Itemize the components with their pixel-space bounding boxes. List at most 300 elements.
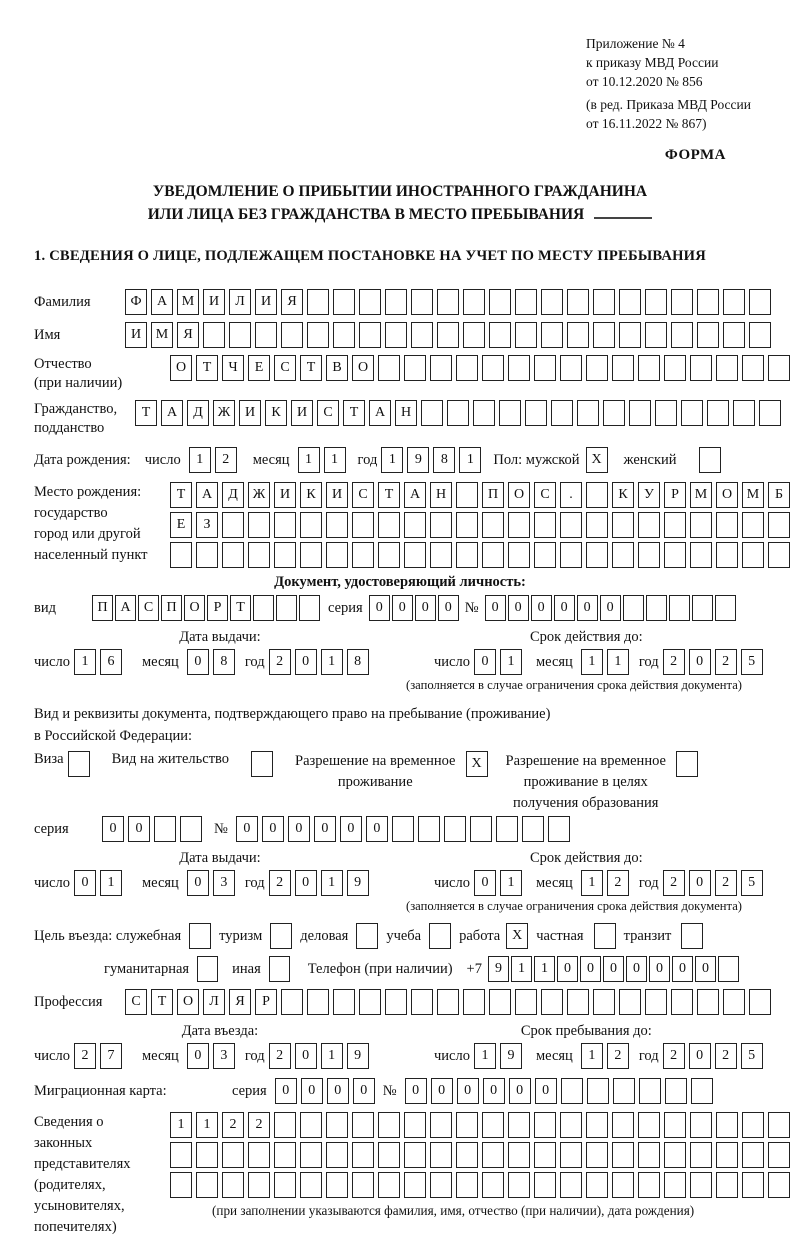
char-box[interactable] (385, 322, 407, 348)
char-box[interactable] (690, 512, 712, 538)
char-box[interactable] (307, 322, 329, 348)
char-box[interactable]: 8 (433, 447, 455, 473)
char-box[interactable] (699, 447, 721, 473)
char-box[interactable]: К (612, 482, 634, 508)
char-box[interactable] (421, 400, 443, 426)
char-box[interactable]: 2 (248, 1112, 270, 1138)
char-box[interactable] (692, 595, 713, 621)
char-box[interactable]: Р (664, 482, 686, 508)
char-box[interactable]: Т (343, 400, 365, 426)
char-box[interactable]: П (482, 482, 504, 508)
char-box[interactable]: 0 (295, 870, 317, 896)
char-box[interactable]: 0 (262, 816, 284, 842)
char-box[interactable]: М (690, 482, 712, 508)
char-box[interactable] (716, 1142, 738, 1168)
char-box[interactable]: И (125, 322, 147, 348)
char-box[interactable]: 1 (321, 649, 343, 675)
char-box[interactable]: А (115, 595, 136, 621)
char-box[interactable]: 0 (509, 1078, 531, 1104)
char-box[interactable]: Я (177, 322, 199, 348)
char-box[interactable]: 1 (381, 447, 403, 473)
char-box[interactable]: И (291, 400, 313, 426)
char-box[interactable]: Н (395, 400, 417, 426)
char-box[interactable]: 0 (689, 1043, 711, 1069)
char-box[interactable] (489, 989, 511, 1015)
char-box[interactable]: И (239, 400, 261, 426)
char-box[interactable]: 8 (213, 649, 235, 675)
char-box[interactable]: Т (378, 482, 400, 508)
char-box[interactable] (742, 512, 764, 538)
char-box[interactable]: 2 (269, 649, 291, 675)
char-box[interactable] (248, 1142, 270, 1168)
char-box[interactable]: П (161, 595, 182, 621)
char-box[interactable] (768, 355, 790, 381)
char-box[interactable] (170, 1172, 192, 1198)
char-box[interactable] (664, 1142, 686, 1168)
char-box[interactable] (180, 816, 202, 842)
char-box[interactable] (359, 322, 381, 348)
char-box[interactable] (404, 512, 426, 538)
char-box[interactable]: 0 (689, 649, 711, 675)
char-box[interactable] (482, 542, 504, 568)
char-box[interactable] (664, 1112, 686, 1138)
char-box[interactable]: 0 (438, 595, 459, 621)
char-box[interactable]: Ч (222, 355, 244, 381)
char-box[interactable] (645, 322, 667, 348)
char-box[interactable] (456, 1142, 478, 1168)
char-box[interactable]: 0 (474, 649, 496, 675)
char-box[interactable] (586, 512, 608, 538)
char-box[interactable] (300, 1112, 322, 1138)
char-box[interactable]: 0 (327, 1078, 349, 1104)
char-box[interactable] (619, 289, 641, 315)
char-box[interactable]: 0 (626, 956, 647, 982)
char-box[interactable] (274, 512, 296, 538)
char-box[interactable]: 1 (500, 649, 522, 675)
char-box[interactable] (681, 400, 703, 426)
char-box[interactable] (671, 322, 693, 348)
char-box[interactable] (378, 1172, 400, 1198)
char-box[interactable]: М (742, 482, 764, 508)
char-box[interactable] (619, 989, 641, 1015)
char-box[interactable]: 2 (715, 1043, 737, 1069)
char-box[interactable]: Т (196, 355, 218, 381)
char-box[interactable]: 1 (170, 1112, 192, 1138)
char-box[interactable] (489, 322, 511, 348)
char-box[interactable] (676, 751, 698, 777)
char-box[interactable]: О (184, 595, 205, 621)
char-box[interactable] (489, 289, 511, 315)
char-box[interactable]: А (151, 289, 173, 315)
char-box[interactable] (392, 816, 414, 842)
char-box[interactable] (197, 956, 218, 982)
char-box[interactable] (671, 289, 693, 315)
char-box[interactable]: Б (768, 482, 790, 508)
char-box[interactable] (742, 355, 764, 381)
char-box[interactable] (541, 289, 563, 315)
char-box[interactable]: 9 (488, 956, 509, 982)
char-box[interactable] (170, 1142, 192, 1168)
char-box[interactable] (560, 1112, 582, 1138)
char-box[interactable] (612, 542, 634, 568)
char-box[interactable]: 0 (366, 816, 388, 842)
char-box[interactable] (359, 989, 381, 1015)
char-box[interactable] (463, 289, 485, 315)
char-box[interactable] (378, 512, 400, 538)
char-box[interactable] (567, 989, 589, 1015)
char-box[interactable] (645, 289, 667, 315)
char-box[interactable] (690, 1172, 712, 1198)
char-box[interactable] (248, 512, 270, 538)
char-box[interactable] (270, 923, 292, 949)
char-box[interactable]: Т (300, 355, 322, 381)
char-box[interactable]: 0 (392, 595, 413, 621)
char-box[interactable] (456, 1172, 478, 1198)
char-box[interactable] (716, 1112, 738, 1138)
char-box[interactable] (646, 595, 667, 621)
char-box[interactable]: 0 (102, 816, 124, 842)
char-box[interactable] (300, 1172, 322, 1198)
char-box[interactable] (333, 322, 355, 348)
char-box[interactable]: 3 (213, 1043, 235, 1069)
char-box[interactable] (664, 512, 686, 538)
char-box[interactable] (716, 512, 738, 538)
char-box[interactable]: 0 (600, 595, 621, 621)
char-box[interactable] (742, 1112, 764, 1138)
char-box[interactable] (378, 355, 400, 381)
char-box[interactable] (669, 595, 690, 621)
char-box[interactable] (251, 751, 273, 777)
char-box[interactable]: 3 (213, 870, 235, 896)
char-box[interactable] (508, 542, 530, 568)
char-box[interactable]: О (352, 355, 374, 381)
char-box[interactable]: 0 (474, 870, 496, 896)
char-box[interactable]: 0 (649, 956, 670, 982)
char-box[interactable] (430, 355, 452, 381)
char-box[interactable] (299, 595, 320, 621)
char-box[interactable]: 1 (534, 956, 555, 982)
char-box[interactable]: Я (281, 289, 303, 315)
char-box[interactable] (586, 1112, 608, 1138)
char-box[interactable]: 0 (340, 816, 362, 842)
char-box[interactable]: С (352, 482, 374, 508)
char-box[interactable] (456, 1112, 478, 1138)
char-box[interactable] (587, 1078, 609, 1104)
char-box[interactable]: 0 (580, 956, 601, 982)
char-box[interactable]: 1 (189, 447, 211, 473)
char-box[interactable] (300, 542, 322, 568)
char-box[interactable]: 2 (215, 447, 237, 473)
char-box[interactable] (768, 1172, 790, 1198)
char-box[interactable]: 0 (295, 649, 317, 675)
char-box[interactable]: 1 (321, 870, 343, 896)
char-box[interactable] (496, 816, 518, 842)
char-box[interactable]: 0 (485, 595, 506, 621)
char-box[interactable] (274, 1142, 296, 1168)
char-box[interactable] (411, 989, 433, 1015)
char-box[interactable]: А (161, 400, 183, 426)
char-box[interactable] (68, 751, 90, 777)
char-box[interactable] (482, 1172, 504, 1198)
char-box[interactable] (681, 923, 703, 949)
char-box[interactable] (482, 1112, 504, 1138)
char-box[interactable] (326, 512, 348, 538)
char-box[interactable] (612, 1142, 634, 1168)
char-box[interactable] (385, 989, 407, 1015)
char-box[interactable] (768, 512, 790, 538)
char-box[interactable]: 2 (222, 1112, 244, 1138)
char-box[interactable]: 0 (275, 1078, 297, 1104)
char-box[interactable]: 1 (100, 870, 122, 896)
char-box[interactable]: А (196, 482, 218, 508)
char-box[interactable]: 0 (236, 816, 258, 842)
char-box[interactable] (269, 956, 290, 982)
char-box[interactable]: 0 (187, 870, 209, 896)
char-box[interactable] (437, 989, 459, 1015)
char-box[interactable]: 2 (663, 870, 685, 896)
char-box[interactable]: 5 (741, 1043, 763, 1069)
char-box[interactable] (196, 1172, 218, 1198)
char-box[interactable] (541, 989, 563, 1015)
char-box[interactable]: X (586, 447, 608, 473)
char-box[interactable]: 0 (672, 956, 693, 982)
char-box[interactable] (482, 1142, 504, 1168)
char-box[interactable]: С (274, 355, 296, 381)
char-box[interactable] (716, 542, 738, 568)
char-box[interactable]: 0 (288, 816, 310, 842)
char-box[interactable] (508, 1142, 530, 1168)
char-box[interactable] (707, 400, 729, 426)
char-box[interactable] (586, 482, 608, 508)
char-box[interactable] (723, 289, 745, 315)
char-box[interactable] (508, 512, 530, 538)
char-box[interactable] (638, 1112, 660, 1138)
char-box[interactable]: 2 (715, 649, 737, 675)
char-box[interactable] (586, 542, 608, 568)
char-box[interactable] (733, 400, 755, 426)
char-box[interactable]: С (317, 400, 339, 426)
char-box[interactable]: М (177, 289, 199, 315)
char-box[interactable] (404, 1112, 426, 1138)
char-box[interactable] (671, 989, 693, 1015)
char-box[interactable] (404, 542, 426, 568)
char-box[interactable]: О (716, 482, 738, 508)
char-box[interactable]: 1 (196, 1112, 218, 1138)
char-box[interactable] (430, 1172, 452, 1198)
char-box[interactable] (411, 289, 433, 315)
char-box[interactable]: 5 (741, 870, 763, 896)
char-box[interactable] (664, 542, 686, 568)
char-box[interactable]: А (404, 482, 426, 508)
char-box[interactable]: 1 (581, 649, 603, 675)
char-box[interactable]: 7 (100, 1043, 122, 1069)
char-box[interactable] (411, 322, 433, 348)
char-box[interactable] (248, 1172, 270, 1198)
char-box[interactable]: 2 (715, 870, 737, 896)
char-box[interactable] (638, 1142, 660, 1168)
char-box[interactable] (723, 989, 745, 1015)
char-box[interactable]: 9 (500, 1043, 522, 1069)
char-box[interactable]: 0 (405, 1078, 427, 1104)
char-box[interactable] (560, 512, 582, 538)
char-box[interactable]: 2 (607, 1043, 629, 1069)
char-box[interactable]: Р (255, 989, 277, 1015)
char-box[interactable]: 0 (415, 595, 436, 621)
char-box[interactable] (470, 816, 492, 842)
char-box[interactable]: . (560, 482, 582, 508)
char-box[interactable]: Л (229, 289, 251, 315)
char-box[interactable] (300, 1142, 322, 1168)
char-box[interactable] (716, 355, 738, 381)
char-box[interactable] (499, 400, 521, 426)
char-box[interactable] (749, 289, 771, 315)
char-box[interactable] (352, 512, 374, 538)
char-box[interactable]: 0 (187, 649, 209, 675)
char-box[interactable]: 2 (663, 1043, 685, 1069)
char-box[interactable]: Т (135, 400, 157, 426)
char-box[interactable] (326, 1112, 348, 1138)
char-box[interactable] (723, 322, 745, 348)
char-box[interactable]: 0 (483, 1078, 505, 1104)
char-box[interactable] (456, 482, 478, 508)
char-box[interactable]: 5 (741, 649, 763, 675)
char-box[interactable] (612, 1112, 634, 1138)
char-box[interactable] (534, 512, 556, 538)
char-box[interactable] (437, 322, 459, 348)
char-box[interactable]: У (638, 482, 660, 508)
char-box[interactable] (222, 1142, 244, 1168)
char-box[interactable] (551, 400, 573, 426)
char-box[interactable]: 1 (500, 870, 522, 896)
char-box[interactable]: 0 (535, 1078, 557, 1104)
char-box[interactable] (356, 923, 378, 949)
char-box[interactable]: В (326, 355, 348, 381)
char-box[interactable]: X (466, 751, 488, 777)
char-box[interactable]: А (369, 400, 391, 426)
char-box[interactable] (248, 542, 270, 568)
char-box[interactable] (430, 512, 452, 538)
char-box[interactable]: 1 (581, 1043, 603, 1069)
char-box[interactable]: Я (229, 989, 251, 1015)
char-box[interactable] (742, 542, 764, 568)
char-box[interactable] (534, 355, 556, 381)
char-box[interactable] (638, 1172, 660, 1198)
char-box[interactable]: Д (222, 482, 244, 508)
char-box[interactable] (638, 355, 660, 381)
char-box[interactable]: 1 (511, 956, 532, 982)
char-box[interactable] (430, 542, 452, 568)
char-box[interactable] (560, 1142, 582, 1168)
char-box[interactable]: Е (248, 355, 270, 381)
char-box[interactable]: 2 (74, 1043, 96, 1069)
char-box[interactable] (548, 816, 570, 842)
char-box[interactable] (274, 1112, 296, 1138)
char-box[interactable]: 0 (369, 595, 390, 621)
char-box[interactable] (534, 542, 556, 568)
char-box[interactable]: Ж (213, 400, 235, 426)
char-box[interactable]: 0 (74, 870, 96, 896)
char-box[interactable] (253, 595, 274, 621)
char-box[interactable]: Е (170, 512, 192, 538)
char-box[interactable] (594, 923, 616, 949)
char-box[interactable]: И (255, 289, 277, 315)
char-box[interactable]: 0 (577, 595, 598, 621)
char-box[interactable] (456, 355, 478, 381)
char-box[interactable]: О (177, 989, 199, 1015)
char-box[interactable] (333, 289, 355, 315)
char-box[interactable]: 1 (298, 447, 320, 473)
char-box[interactable] (196, 542, 218, 568)
char-box[interactable]: Ж (248, 482, 270, 508)
char-box[interactable]: 0 (603, 956, 624, 982)
char-box[interactable]: 0 (689, 870, 711, 896)
char-box[interactable]: М (151, 322, 173, 348)
char-box[interactable]: Т (170, 482, 192, 508)
char-box[interactable] (154, 816, 176, 842)
char-box[interactable]: 2 (269, 870, 291, 896)
char-box[interactable] (352, 1112, 374, 1138)
char-box[interactable] (560, 355, 582, 381)
char-box[interactable] (638, 512, 660, 538)
char-box[interactable] (281, 989, 303, 1015)
char-box[interactable] (326, 1172, 348, 1198)
char-box[interactable] (170, 542, 192, 568)
char-box[interactable] (333, 989, 355, 1015)
char-box[interactable] (203, 322, 225, 348)
char-box[interactable] (645, 989, 667, 1015)
char-box[interactable] (534, 1172, 556, 1198)
char-box[interactable] (482, 512, 504, 538)
char-box[interactable]: К (265, 400, 287, 426)
char-box[interactable]: Л (203, 989, 225, 1015)
char-box[interactable] (307, 289, 329, 315)
char-box[interactable] (456, 512, 478, 538)
char-box[interactable] (359, 289, 381, 315)
char-box[interactable] (593, 989, 615, 1015)
char-box[interactable] (307, 989, 329, 1015)
char-box[interactable]: 1 (324, 447, 346, 473)
char-box[interactable] (326, 542, 348, 568)
char-box[interactable] (639, 1078, 661, 1104)
char-box[interactable]: Р (207, 595, 228, 621)
char-box[interactable] (603, 400, 625, 426)
char-box[interactable]: 1 (607, 649, 629, 675)
char-box[interactable] (463, 989, 485, 1015)
char-box[interactable]: 0 (554, 595, 575, 621)
char-box[interactable] (690, 1112, 712, 1138)
char-box[interactable] (623, 595, 644, 621)
char-box[interactable]: 0 (295, 1043, 317, 1069)
char-box[interactable]: 0 (353, 1078, 375, 1104)
char-box[interactable] (515, 289, 537, 315)
char-box[interactable] (222, 512, 244, 538)
char-box[interactable] (768, 542, 790, 568)
char-box[interactable] (541, 322, 563, 348)
char-box[interactable] (586, 355, 608, 381)
char-box[interactable] (716, 1172, 738, 1198)
char-box[interactable] (508, 1112, 530, 1138)
char-box[interactable] (718, 956, 739, 982)
char-box[interactable] (664, 1172, 686, 1198)
char-box[interactable]: 0 (301, 1078, 323, 1104)
char-box[interactable]: О (508, 482, 530, 508)
char-box[interactable] (404, 1142, 426, 1168)
char-box[interactable] (437, 289, 459, 315)
char-box[interactable] (378, 542, 400, 568)
char-box[interactable] (561, 1078, 583, 1104)
char-box[interactable] (404, 355, 426, 381)
char-box[interactable]: 1 (321, 1043, 343, 1069)
